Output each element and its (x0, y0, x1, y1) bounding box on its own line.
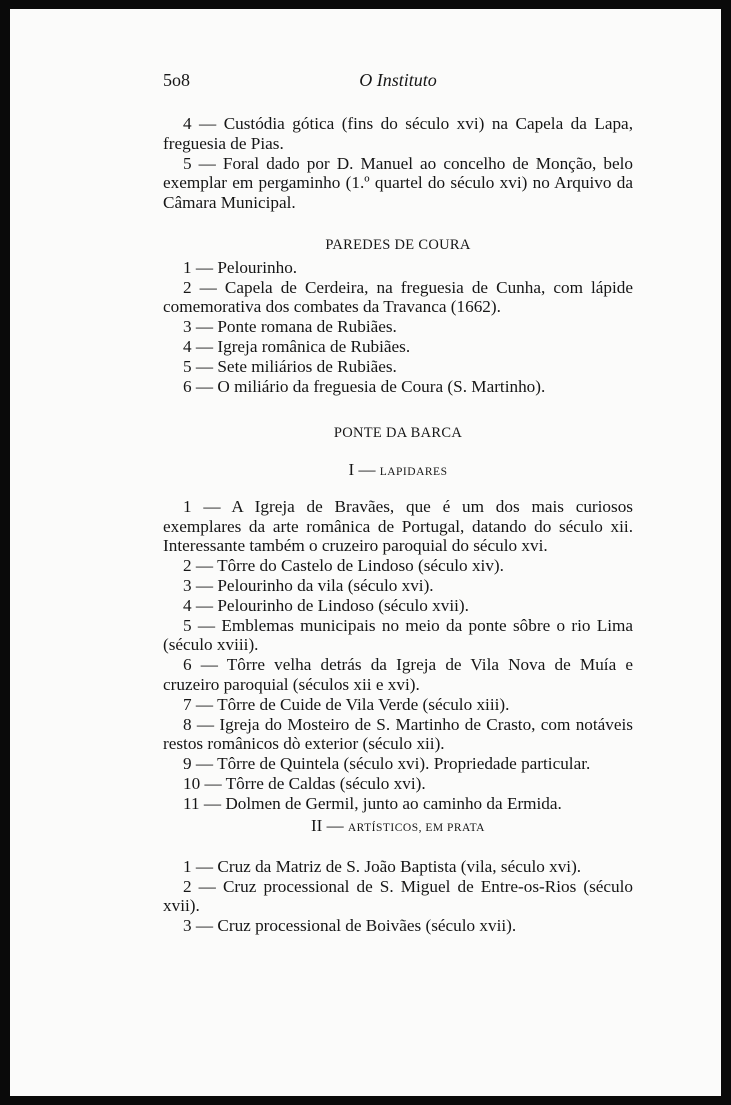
subsection-roman: II — (311, 816, 348, 835)
list-item: 1 — Cruz da Matriz de S. João Baptista (vila, século xvi). (183, 856, 582, 876)
section-title: PONTE DA BARCA (333, 425, 463, 441)
list-item: 3 — Pelourinho da vila (século xvi). (183, 575, 434, 595)
page-header (163, 70, 633, 92)
section-title: PAREDES DE COURA (325, 237, 471, 253)
list-item: 2 — Capela de Cerdeira, na freguesia de Cunha, com lápide comemorativa dos combates da Travanca (1662). (163, 277, 633, 317)
list-item: 1 — Pelourinho. (183, 257, 298, 277)
list-item: 4 — Pelourinho de Lindoso (século xvii). (183, 595, 469, 615)
list-item: 5 — Foral dado por D. Manuel ao concelho de Monção, belo exemplar em pergaminho (1.º quartel do século xvi) no Arquivo da Câmara Municipal. (163, 153, 633, 213)
block-monção (163, 114, 633, 213)
section-paredes-de-coura (163, 236, 633, 396)
page-number: 5o8 (163, 70, 190, 90)
section-ponte-da-barca (163, 424, 633, 444)
subsection-artisticos (163, 816, 633, 936)
subsection-title (163, 460, 633, 483)
subsection-lapidares (163, 460, 633, 814)
subsection-roman: I — (348, 460, 380, 479)
list-item: 3 — Ponte romana de Rubiães. (183, 317, 397, 337)
list-item: 11 — Dolmen de Germil, junto ao caminho da Ermida. (183, 793, 562, 813)
list-item: 6 — O miliário da freguesia de Coura (S. Martinho). (183, 376, 546, 396)
list-item: 4 — Igreja românica de Rubiães. (183, 336, 411, 356)
list-item: 3 — Cruz processional de Boivães (século xvii). (183, 916, 517, 936)
list-item: 4 — Custódia gótica (fins do século xvi) na Capela da Lapa, freguesia de Pias. (163, 114, 633, 153)
subsection-label: LAPIDARES (379, 466, 448, 478)
list-item: 5 — Sete miliários de Rubiães. (183, 356, 397, 376)
subsection-title (163, 816, 633, 839)
running-title: O Instituto (359, 70, 437, 90)
list-item: 8 — Igreja do Mosteiro de S. Martinho de Crasto, com notáveis restos românicos dò exterior (século xii). (163, 714, 633, 754)
list-item: 2 — Tôrre do Castelo de Lindoso (século xiv). (183, 556, 504, 576)
subsection-label: ARTÍSTICOS, EM PRATA (347, 822, 485, 834)
list-item: 7 — Tôrre de Cuide de Vila Verde (século xiii). (183, 694, 510, 714)
list-item: 10 — Tôrre de Caldas (século xvi). (183, 773, 426, 793)
list-item: 5 — Emblemas municipais no meio da ponte sôbre o rio Lima (século xviii). (163, 615, 633, 655)
list-item: 9 — Tôrre de Quintela (século xvi). Propriedade particular. (183, 754, 591, 774)
list-item: 1 — A Igreja de Bravães, que é um dos mais curiosos exemplares da arte românica de Portugal, datando do século xii. Interessante também o cruzeiro paroquial do século xvi. (163, 496, 633, 556)
list-item: 2 — Cruz processional de S. Miguel de Entre-os-Rios (século xvii). (163, 876, 633, 916)
list-item: 6 — Tôrre velha detrás da Igreja de Vila Nova de Muía e cruzeiro paroquial (séculos xii e xvi). (163, 655, 633, 694)
